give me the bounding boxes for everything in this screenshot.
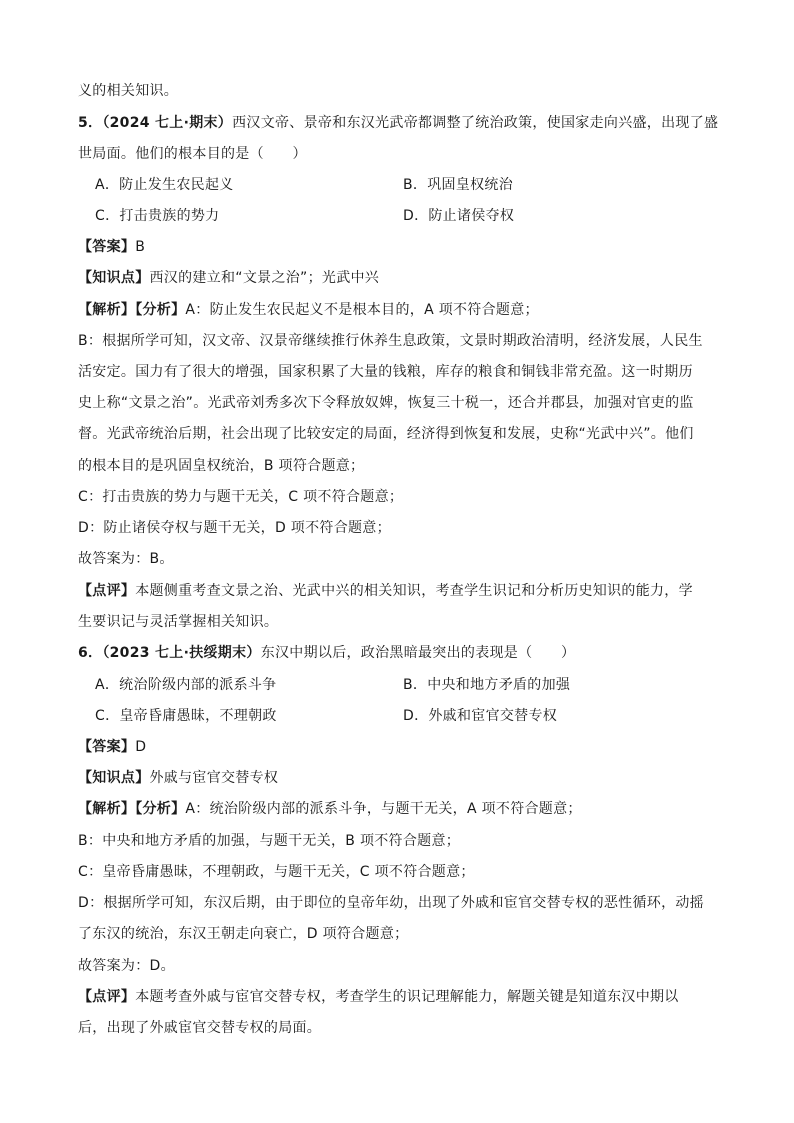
text-line: 的根本目的是巩固皇权统治，B 项符合题意；	[78, 458, 365, 474]
label-prefix: 6．（2023 七上·扶绥期末）	[78, 645, 261, 661]
answer-option: C．打击贵族的势力	[95, 208, 220, 224]
label-prefix: 【点评】	[78, 989, 136, 1005]
text-line	[78, 768, 724, 788]
text-line: 生要识记与灵活掌握相关知识。	[78, 614, 279, 630]
text-line	[78, 737, 724, 757]
text-line	[78, 643, 724, 663]
line-body: 本题考查外戚与宦官交替专权，考查学生的识记理解能力，解题关键是知道东汉中期以	[135, 989, 679, 1005]
label-prefix: 5．（2024 七上·期末）	[78, 115, 233, 131]
text-line: 世局面。他们的根本目的是（ ）	[78, 146, 307, 162]
line-body: B	[135, 239, 146, 255]
text-line: 故答案为：B。	[78, 551, 174, 567]
text-line: 义的相关知识。	[78, 83, 179, 99]
text-line	[78, 581, 724, 601]
text-line: 史上称“文景之治”。光武帝刘秀多次下令释放奴婢，恢复三十税一，还合并郡县，加强对官吏的监	[78, 395, 694, 411]
text-line: 督。光武帝统治后期，社会出现了比较安定的局面，经济得到恢复和发展，史称“光武中兴”。他们	[78, 426, 694, 442]
line-body: A：防止发生农民起义不是根本目的，A 项不符合题意；	[185, 302, 539, 318]
answer-option: A．防止发生农民起义	[95, 177, 234, 193]
text-line	[78, 268, 724, 288]
line-body: 西汉文帝、景帝和东汉光武帝都调整了统治政策，使国家走向兴盛，出现了盛	[232, 115, 719, 131]
text-line	[78, 237, 724, 257]
answer-option: B．巩固皇权统治	[403, 177, 514, 193]
text-line: 了东汉的统治，东汉王朝走向衰亡，D 项符合题意；	[78, 926, 409, 942]
answer-option: D．外戚和宦官交替专权	[403, 708, 558, 724]
label-prefix: 【解析】【分析】	[78, 801, 186, 817]
label-prefix: 【答案】	[78, 739, 136, 755]
answer-option: A．统治阶级内部的派系斗争	[95, 677, 277, 693]
line-body: 西汉的建立和“文景之治”；光武中兴	[149, 270, 380, 286]
line-body: 东汉中期以后，政治黑暗最突出的表现是（ ）	[260, 645, 576, 661]
text-line	[78, 987, 724, 1007]
label-prefix: 【点评】	[78, 583, 136, 599]
answer-option: B．中央和地方矛盾的加强	[403, 677, 571, 693]
text-line: B：中央和地方矛盾的加强，与题干无关，B 项不符合题意；	[78, 833, 461, 849]
line-body: A：统治阶级内部的派系斗争，与题干无关，A 项不符合题意；	[185, 801, 582, 817]
text-line: D：防止诸侯夺权与题干无关，D 项不符合题意；	[78, 520, 391, 536]
text-line: 活安定。国力有了很大的增强，国家积累了大量的钱粮，库存的粮食和铜钱非常充盈。这一时期历	[78, 364, 693, 380]
text-line: B：根据所学可知，汉文帝、汉景帝继续推行休养生息政策，文景时期政治清明，经济发展，人民生	[78, 333, 703, 349]
text-line	[78, 113, 724, 133]
text-line	[78, 300, 724, 320]
line-body: D	[135, 739, 147, 755]
answer-option: C．皇帝昏庸愚昧，不理朝政	[95, 708, 277, 724]
text-line: C：打击贵族的势力与题干无关，C 项不符合题意；	[78, 489, 404, 505]
label-prefix: 【解析】【分析】	[78, 302, 186, 318]
answer-option: D．防止诸侯夺权	[403, 208, 515, 224]
label-prefix: 【知识点】	[78, 270, 150, 286]
label-prefix: 【知识点】	[78, 770, 150, 786]
label-prefix: 【答案】	[78, 239, 136, 255]
text-line: 故答案为：D。	[78, 958, 175, 974]
text-line	[78, 799, 724, 819]
text-line: D：根据所学可知，东汉后期，由于即位的皇帝年幼，出现了外戚和宦官交替专权的恶性循环，动摇	[78, 895, 704, 911]
text-line: C：皇帝昏庸愚昧，不理朝政，与题干无关，C 项不符合题意；	[78, 864, 475, 880]
line-body: 本题侧重考查文景之治、光武中兴的相关知识，考查学生识记和分析历史知识的能力，学	[135, 583, 693, 599]
line-body: 外戚与宦官交替专权	[149, 770, 279, 786]
text-line: 后，出现了外戚宦官交替专权的局面。	[78, 1020, 322, 1036]
